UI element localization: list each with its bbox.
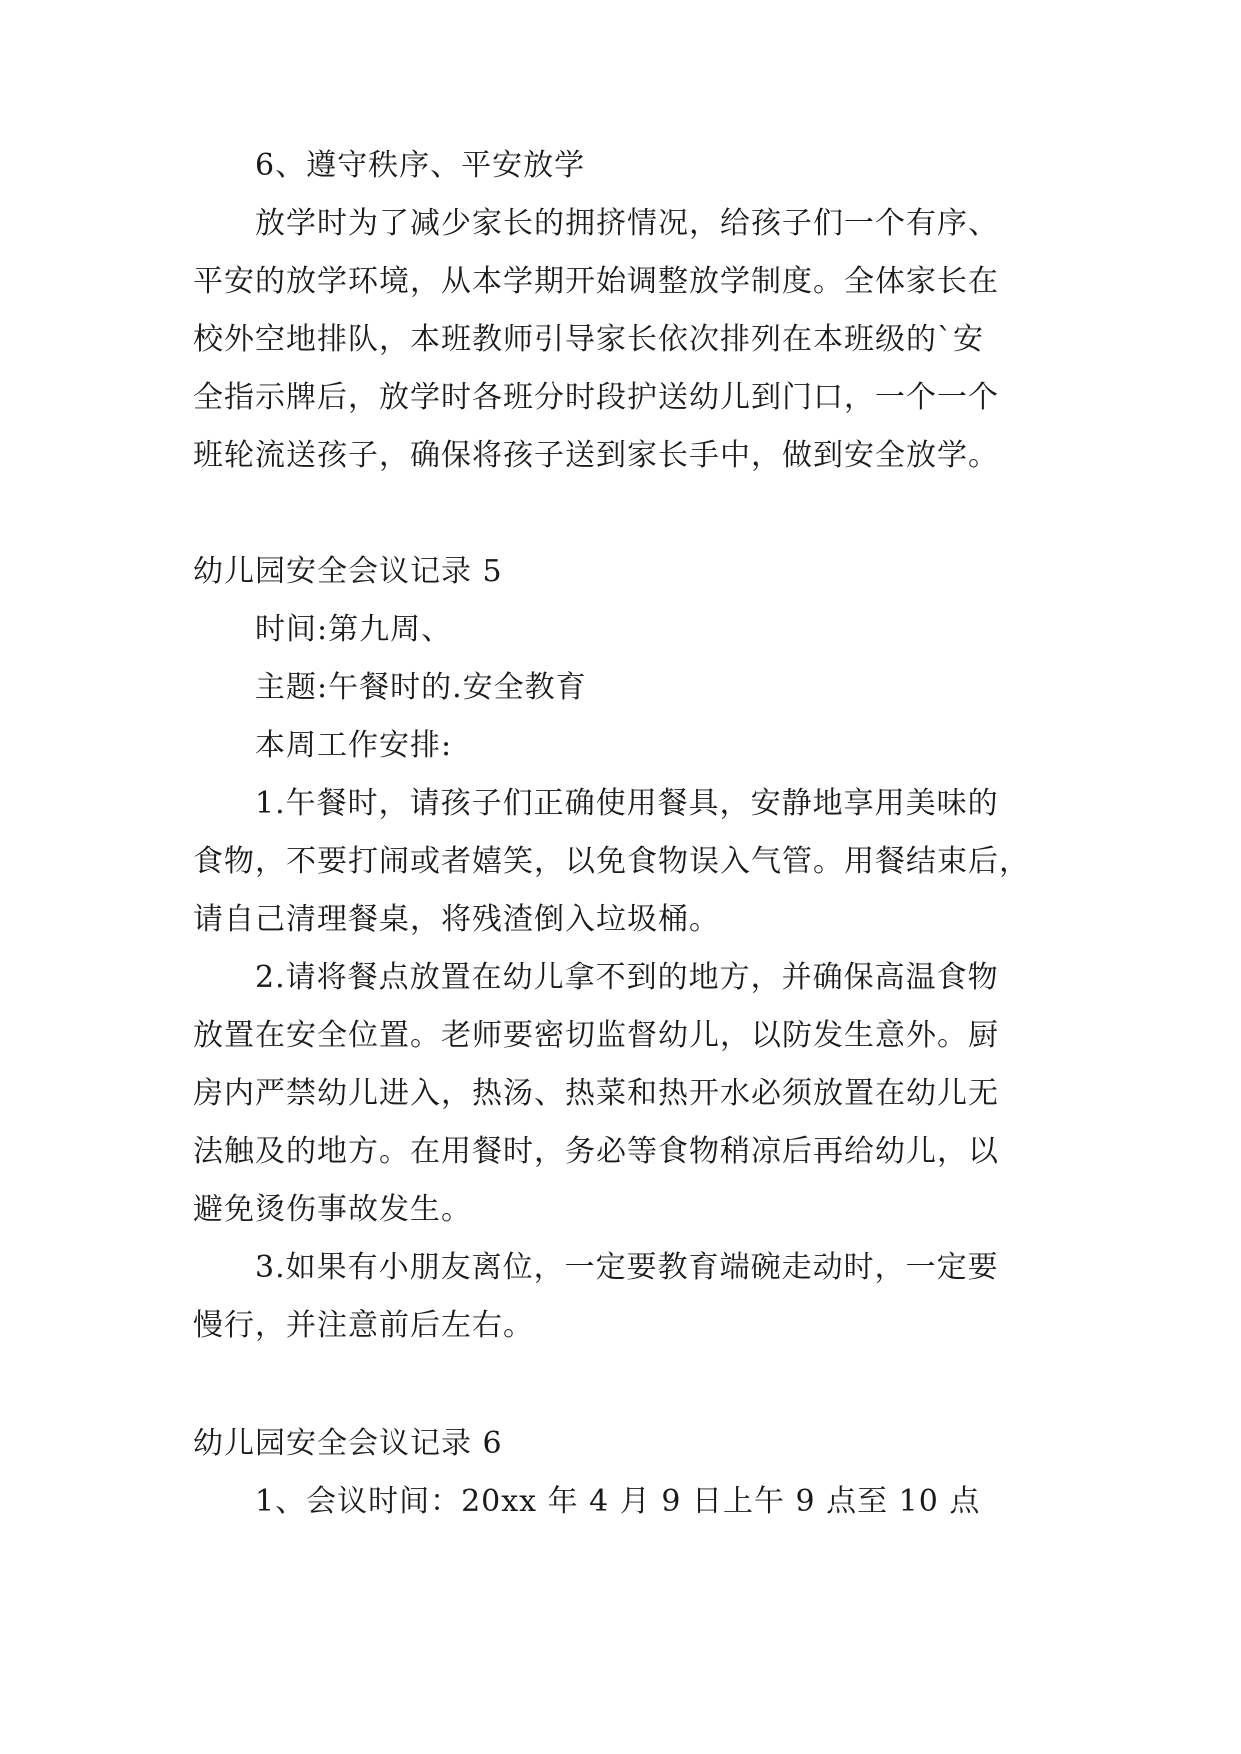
list-item-line: 请自己清理餐桌，将残渣倒入垃圾桶。 (193, 902, 720, 937)
meeting-theme: 主题:午餐时的.安全教育 (255, 670, 587, 705)
section-heading: 幼儿园安全会议记录 5 (193, 554, 503, 589)
list-item-line: 房内严禁幼儿进入，热汤、热菜和热开水必须放置在幼儿无 (193, 1076, 999, 1111)
list-item-line: 2.请将餐点放置在幼儿拿不到的地方，并确保高温食物 (255, 960, 999, 995)
list-item-line: 法触及的地方。在用餐时，务必等食物稍凉后再给幼儿，以 (193, 1134, 999, 1169)
paragraph-line: 全指示牌后，放学时各班分时段护送幼儿到门口，一个一个 (193, 380, 999, 415)
item-title: 6、遵守秩序、平安放学 (255, 148, 586, 183)
paragraph-line: 班轮流送孩子，确保将孩子送到家长手中，做到安全放学。 (193, 438, 999, 473)
meeting-time: 时间:第九周、 (255, 612, 453, 647)
meeting-time: 1、会议时间：20xx 年 4 月 9 日上午 9 点至 10 点 (255, 1484, 981, 1519)
section-heading: 幼儿园安全会议记录 6 (193, 1426, 503, 1461)
arrangement-label: 本周工作安排: (255, 728, 453, 763)
paragraph-line: 放学时为了减少家长的拥挤情况，给孩子们一个有序、 (255, 206, 999, 241)
list-item-line: 1.午餐时，请孩子们正确使用餐具，安静地享用美味的 (255, 786, 999, 821)
list-item-line: 放置在安全位置。老师要密切监督幼儿，以防发生意外。厨 (193, 1018, 999, 1053)
list-item-line: 慢行，并注意前后左右。 (193, 1308, 534, 1343)
list-item-line: 食物，不要打闹或者嬉笑，以免食物误入气管。用餐结束后， (193, 844, 1030, 879)
list-item-line: 避免烫伤事故发生。 (193, 1192, 472, 1227)
paragraph-line: 校外空地排队，本班教师引导家长依次排列在本班级的`安 (193, 322, 984, 357)
list-item-line: 3.如果有小朋友离位，一定要教育端碗走动时，一定要 (255, 1250, 999, 1285)
paragraph-line: 平安的放学环境，从本学期开始调整放学制度。全体家长在 (193, 264, 999, 299)
